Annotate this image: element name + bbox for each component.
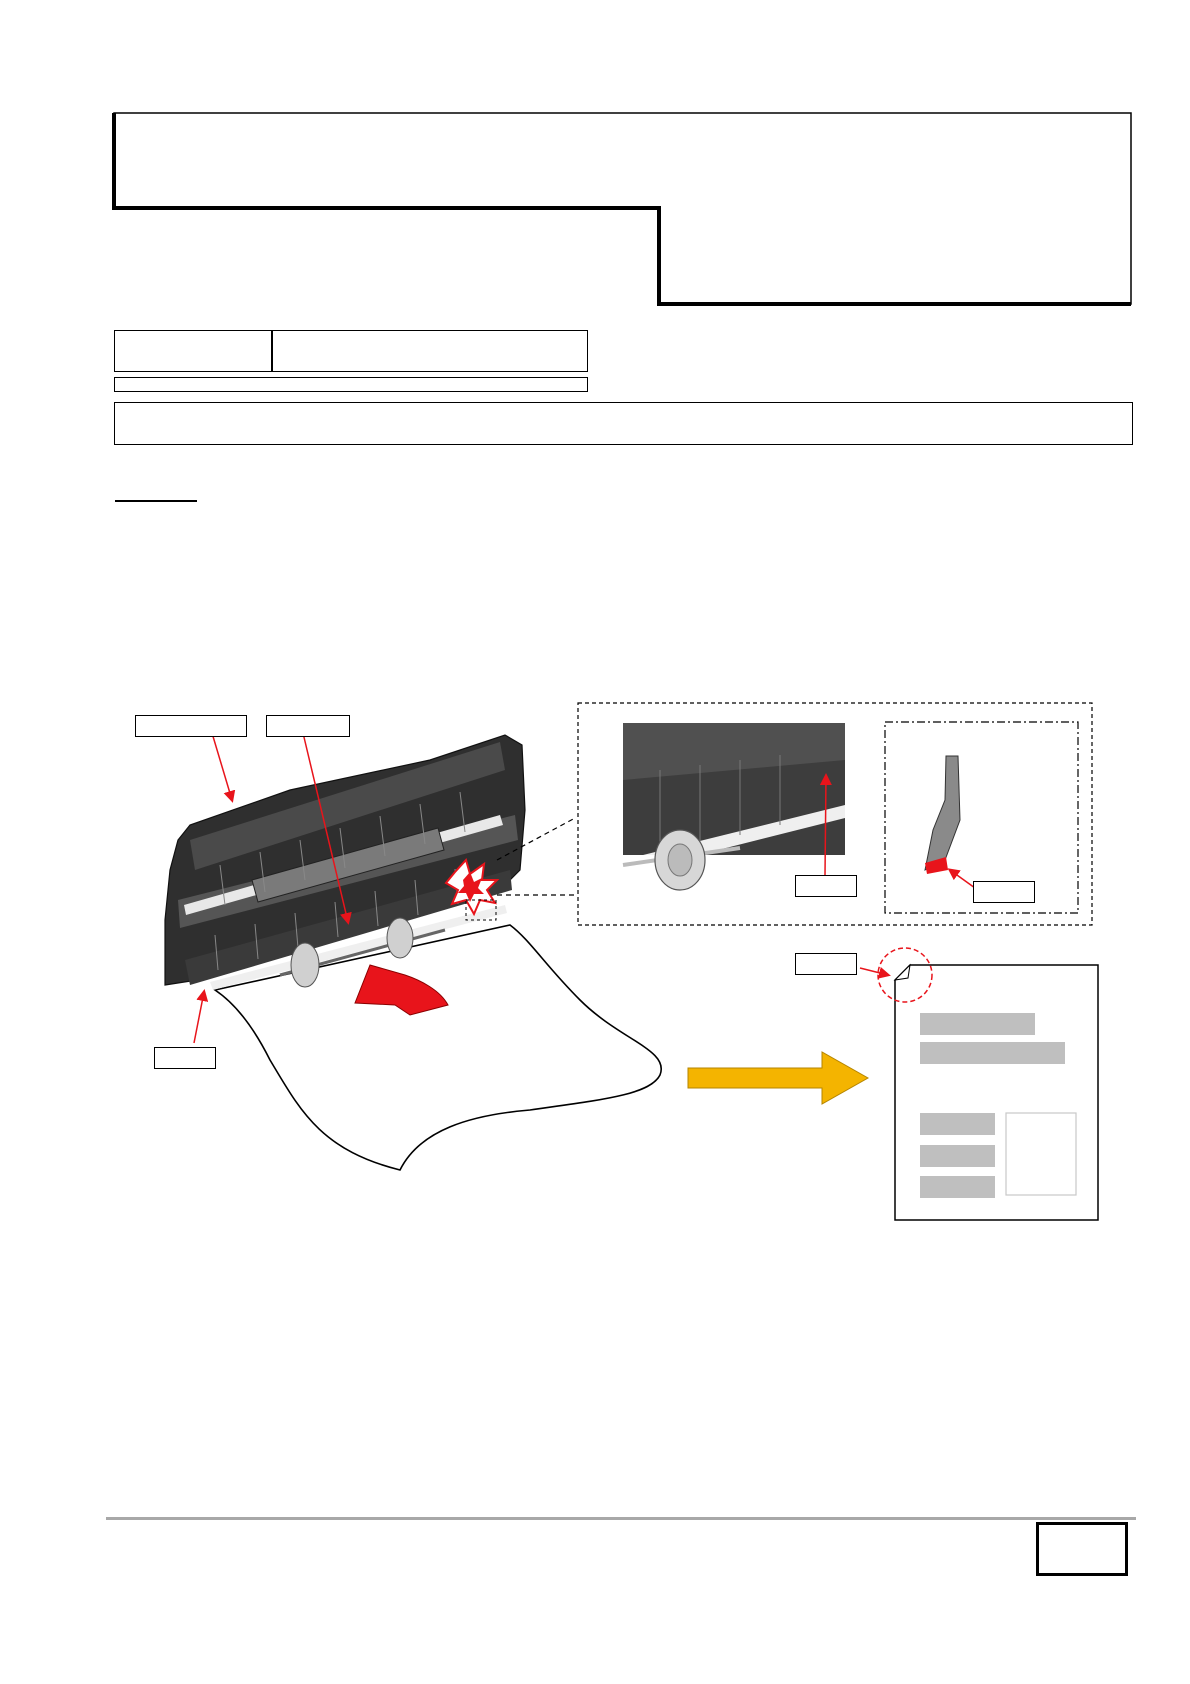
callout-unit-name bbox=[135, 715, 247, 737]
callout-left-point-text bbox=[155, 1052, 159, 1064]
result-arrow bbox=[688, 1052, 868, 1104]
page-number-box bbox=[1036, 1522, 1128, 1576]
callout-part-name-text bbox=[267, 720, 271, 732]
callout-detail-point bbox=[795, 875, 857, 897]
callout-paper-corner-text bbox=[796, 958, 800, 970]
callout-part-name bbox=[266, 715, 350, 737]
callout-paper-corner bbox=[795, 953, 857, 975]
paper-sheet bbox=[215, 925, 661, 1170]
callout-pad-point bbox=[973, 881, 1035, 903]
callout-detail-point-text bbox=[796, 880, 800, 892]
separation-pad bbox=[925, 756, 960, 870]
footer-rule bbox=[106, 1517, 1136, 1520]
detail-photo bbox=[623, 723, 845, 890]
callout-left-point bbox=[154, 1047, 216, 1069]
callout-unit-name-text bbox=[136, 720, 140, 732]
callout-pad-point-text bbox=[974, 886, 978, 898]
